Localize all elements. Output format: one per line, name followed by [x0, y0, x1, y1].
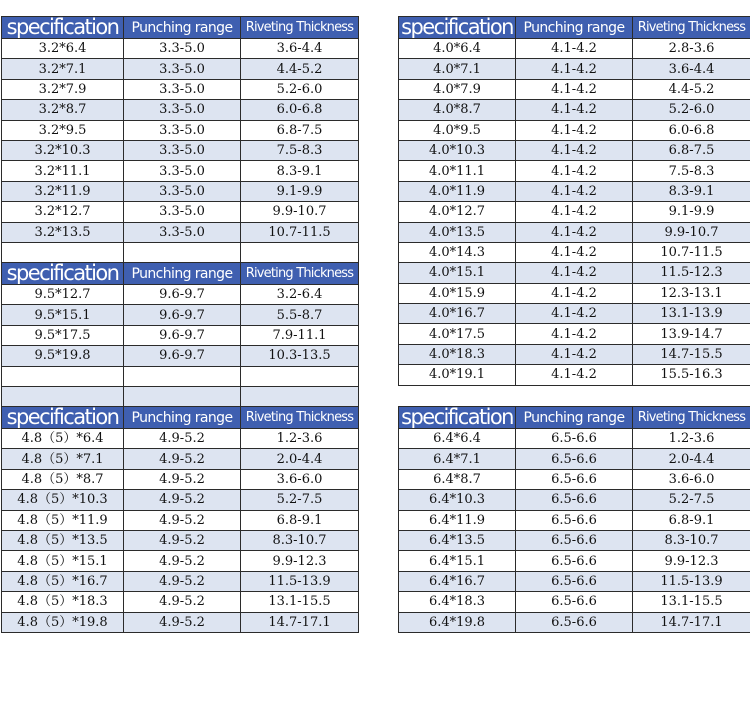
spec-table-4-8: [1, 406, 359, 633]
cell-punching-range: 3.3-5.0: [124, 161, 241, 181]
header-riveting-thickness: Riveting Thickness: [633, 17, 750, 39]
cell-riveting-thickness: 13.1-13.9: [633, 304, 750, 324]
cell-specification: 4.0*6.4: [399, 39, 516, 59]
table-row: [2, 120, 359, 140]
cell-riveting-thickness: 9.9-10.7: [241, 202, 359, 222]
cell-riveting-thickness: 5.2-7.5: [241, 490, 359, 510]
cell-specification: 4.0*17.5: [399, 324, 516, 344]
cell-specification: 9.5*12.7: [2, 285, 124, 305]
table-row: [399, 242, 750, 262]
cell-punching-range: 6.5-6.6: [516, 592, 633, 612]
cell-riveting-thickness: 10.7-11.5: [633, 242, 750, 262]
header-specification: specification: [399, 17, 516, 39]
empty-row: [2, 242, 359, 262]
cell-punching-range: 3.3-5.0: [124, 59, 241, 79]
cell-specification: 4.8（5）*11.9: [2, 510, 124, 530]
cell-punching-range: 4.1-4.2: [516, 242, 633, 262]
cell-specification: 4.8（5）*13.5: [2, 530, 124, 550]
empty-row: [2, 366, 359, 386]
cell-riveting-thickness: 10.7-11.5: [241, 222, 359, 242]
table-row: [399, 449, 750, 469]
table-row: [2, 551, 359, 571]
spec-table-3-2: [1, 16, 359, 263]
cell-riveting-thickness: 11.5-13.9: [241, 571, 359, 591]
cell-specification: 4.8（5）*19.8: [2, 612, 124, 632]
cell-riveting-thickness: 4.4-5.2: [633, 79, 750, 99]
table-row: [2, 530, 359, 550]
cell-riveting-thickness: 5.5-8.7: [241, 305, 359, 325]
spec-table-4-0: [398, 16, 750, 386]
header-specification: specification: [2, 17, 124, 39]
cell-riveting-thickness: 1.2-3.6: [241, 429, 359, 449]
cell-punching-range: 6.5-6.6: [516, 490, 633, 510]
cell-riveting-thickness: 6.8-7.5: [633, 140, 750, 160]
cell-specification: 3.2*11.9: [2, 181, 124, 201]
table-row: [2, 346, 359, 366]
cell-punching-range: 4.9-5.2: [124, 530, 241, 550]
cell-riveting-thickness: 5.2-6.0: [633, 100, 750, 120]
cell-punching-range: 4.9-5.2: [124, 469, 241, 489]
table-row: [2, 510, 359, 530]
cell-specification: 3.2*9.5: [2, 120, 124, 140]
cell-riveting-thickness: 5.2-7.5: [633, 490, 750, 510]
cell-riveting-thickness: 9.9-10.7: [633, 222, 750, 242]
table-row: [399, 530, 750, 550]
table-row: [2, 490, 359, 510]
table-row: [2, 285, 359, 305]
cell-punching-range: 9.6-9.7: [124, 305, 241, 325]
cell-riveting-thickness: 3.6-4.4: [633, 59, 750, 79]
table-row: [399, 263, 750, 283]
cell-punching-range: 3.3-5.0: [124, 202, 241, 222]
table-row: [399, 79, 750, 99]
table-row: [399, 571, 750, 591]
cell-riveting-thickness: 11.5-12.3: [633, 263, 750, 283]
cell-riveting-thickness: 12.3-13.1: [633, 283, 750, 303]
cell-riveting-thickness: 1.2-3.6: [633, 429, 750, 449]
table-row: [2, 592, 359, 612]
cell-punching-range: 4.9-5.2: [124, 490, 241, 510]
cell-punching-range: 6.5-6.6: [516, 571, 633, 591]
header-punching-range: Punching range: [516, 407, 633, 429]
table-row: [2, 140, 359, 160]
header-punching-range: Punching range: [516, 17, 633, 39]
table-row: [399, 39, 750, 59]
cell-specification: 6.4*15.1: [399, 551, 516, 571]
cell-specification: 4.8（5）*6.4: [2, 429, 124, 449]
cell-specification: 9.5*17.5: [2, 325, 124, 345]
header-riveting-thickness: Riveting Thickness: [633, 407, 750, 429]
cell-punching-range: 4.1-4.2: [516, 140, 633, 160]
cell-riveting-thickness: 10.3-13.5: [241, 346, 359, 366]
cell-punching-range: 4.1-4.2: [516, 304, 633, 324]
cell-riveting-thickness: 14.7-17.1: [241, 612, 359, 632]
cell-punching-range: 3.3-5.0: [124, 120, 241, 140]
header-specification: specification: [2, 263, 124, 285]
cell-riveting-thickness: 3.6-4.4: [241, 39, 359, 59]
cell-riveting-thickness: 7.5-8.3: [633, 161, 750, 181]
cell-riveting-thickness: 3.6-6.0: [633, 469, 750, 489]
cell-punching-range: 4.9-5.2: [124, 551, 241, 571]
header-riveting-thickness: Riveting Thickness: [241, 17, 359, 39]
cell-specification: 3.2*12.7: [2, 202, 124, 222]
table-row: [399, 612, 750, 632]
cell-specification: 4.0*11.1: [399, 161, 516, 181]
cell-riveting-thickness: 9.9-12.3: [633, 551, 750, 571]
cell-riveting-thickness: 2.0-4.4: [241, 449, 359, 469]
cell-punching-range: 6.5-6.6: [516, 530, 633, 550]
header-punching-range: Punching range: [124, 407, 241, 429]
cell-specification: 4.8（5）*7.1: [2, 449, 124, 469]
cell-riveting-thickness: 9.1-9.9: [633, 202, 750, 222]
cell-riveting-thickness: 9.1-9.9: [241, 181, 359, 201]
table-row: [2, 181, 359, 201]
cell-specification: 4.0*13.5: [399, 222, 516, 242]
cell-specification: 6.4*13.5: [399, 530, 516, 550]
table-row: [399, 283, 750, 303]
cell-specification: 4.0*10.3: [399, 140, 516, 160]
table-row: [399, 222, 750, 242]
cell-riveting-thickness: 5.2-6.0: [241, 79, 359, 99]
table-row: [399, 324, 750, 344]
cell-specification: 4.0*11.9: [399, 181, 516, 201]
cell-specification: 4.0*16.7: [399, 304, 516, 324]
cell-specification: 4.0*15.1: [399, 263, 516, 283]
cell-specification: 9.5*19.8: [2, 346, 124, 366]
cell-specification: 4.0*12.7: [399, 202, 516, 222]
cell-specification: 3.2*7.1: [2, 59, 124, 79]
table-row: [399, 510, 750, 530]
table-row: [2, 469, 359, 489]
cell-punching-range: 4.1-4.2: [516, 324, 633, 344]
table-header-row: [2, 263, 359, 285]
cell-riveting-thickness: 6.0-6.8: [241, 100, 359, 120]
table-row: [2, 222, 359, 242]
cell-riveting-thickness: 2.8-3.6: [633, 39, 750, 59]
cell-specification: 4.0*9.5: [399, 120, 516, 140]
cell-punching-range: 4.9-5.2: [124, 429, 241, 449]
table-row: [399, 592, 750, 612]
cell-riveting-thickness: 8.3-10.7: [633, 530, 750, 550]
cell-riveting-thickness: 11.5-13.9: [633, 571, 750, 591]
cell-punching-range: 4.9-5.2: [124, 612, 241, 632]
cell-punching-range: 6.5-6.6: [516, 551, 633, 571]
table-header-row: [399, 17, 750, 39]
cell-riveting-thickness: 15.5-16.3: [633, 365, 750, 385]
cell-riveting-thickness: 13.1-15.5: [241, 592, 359, 612]
cell-punching-range: 6.5-6.6: [516, 469, 633, 489]
cell-riveting-thickness: 3.2-6.4: [241, 285, 359, 305]
cell-punching-range: 9.6-9.7: [124, 285, 241, 305]
cell-riveting-thickness: 8.3-10.7: [241, 530, 359, 550]
cell-specification: 4.0*19.1: [399, 365, 516, 385]
cell-riveting-thickness: 8.3-9.1: [633, 181, 750, 201]
table-row: [2, 161, 359, 181]
cell-specification: 4.8（5）*10.3: [2, 490, 124, 510]
cell-punching-range: 3.3-5.0: [124, 39, 241, 59]
cell-punching-range: 4.9-5.2: [124, 510, 241, 530]
table-row: [399, 365, 750, 385]
cell-punching-range: 4.1-4.2: [516, 39, 633, 59]
cell-specification: 4.0*15.9: [399, 283, 516, 303]
cell-specification: 4.8（5）*8.7: [2, 469, 124, 489]
cell-specification: 9.5*15.1: [2, 305, 124, 325]
cell-riveting-thickness: 6.8-7.5: [241, 120, 359, 140]
cell-specification: 6.4*7.1: [399, 449, 516, 469]
table-row: [399, 469, 750, 489]
header-riveting-thickness: Riveting Thickness: [241, 407, 359, 429]
table-row: [2, 39, 359, 59]
cell-punching-range: 4.9-5.2: [124, 449, 241, 469]
cell-specification: 4.8（5）*15.1: [2, 551, 124, 571]
cell-specification: 6.4*10.3: [399, 490, 516, 510]
cell-punching-range: 4.1-4.2: [516, 79, 633, 99]
cell-punching-range: 3.3-5.0: [124, 181, 241, 201]
cell-punching-range: 4.1-4.2: [516, 344, 633, 364]
empty-row: [2, 386, 359, 406]
table-row: [2, 59, 359, 79]
cell-punching-range: 4.1-4.2: [516, 263, 633, 283]
cell-specification: 6.4*6.4: [399, 429, 516, 449]
table-row: [399, 140, 750, 160]
cell-riveting-thickness: 6.8-9.1: [241, 510, 359, 530]
cell-riveting-thickness: 8.3-9.1: [241, 161, 359, 181]
cell-specification: 4.0*8.7: [399, 100, 516, 120]
cell-specification: 6.4*16.7: [399, 571, 516, 591]
cell-punching-range: 9.6-9.7: [124, 325, 241, 345]
cell-riveting-thickness: 3.6-6.0: [241, 469, 359, 489]
cell-specification: 6.4*8.7: [399, 469, 516, 489]
cell-punching-range: 3.3-5.0: [124, 222, 241, 242]
cell-riveting-thickness: 7.5-8.3: [241, 140, 359, 160]
table-row: [399, 181, 750, 201]
cell-riveting-thickness: 14.7-17.1: [633, 612, 750, 632]
cell-riveting-thickness: 7.9-11.1: [241, 325, 359, 345]
cell-punching-range: 6.5-6.6: [516, 429, 633, 449]
cell-specification: 4.8（5）*18.3: [2, 592, 124, 612]
cell-specification: 3.2*11.1: [2, 161, 124, 181]
cell-punching-range: 4.1-4.2: [516, 365, 633, 385]
cell-specification: 6.4*18.3: [399, 592, 516, 612]
header-specification: specification: [2, 407, 124, 429]
table-row: [399, 490, 750, 510]
cell-punching-range: 4.1-4.2: [516, 59, 633, 79]
table-header-row: [2, 407, 359, 429]
spec-table-6-4: [398, 406, 750, 633]
table-row: [2, 571, 359, 591]
table-row: [2, 305, 359, 325]
cell-specification: 6.4*19.8: [399, 612, 516, 632]
table-row: [2, 612, 359, 632]
table-row: [399, 429, 750, 449]
cell-specification: 3.2*7.9: [2, 79, 124, 99]
table-row: [399, 202, 750, 222]
cell-specification: 4.0*7.9: [399, 79, 516, 99]
cell-punching-range: 4.1-4.2: [516, 161, 633, 181]
cell-punching-range: 4.9-5.2: [124, 571, 241, 591]
header-punching-range: Punching range: [124, 263, 241, 285]
table-row: [399, 551, 750, 571]
header-specification: specification: [399, 407, 516, 429]
cell-punching-range: 6.5-6.6: [516, 449, 633, 469]
cell-punching-range: 6.5-6.6: [516, 612, 633, 632]
cell-specification: 3.2*13.5: [2, 222, 124, 242]
cell-punching-range: 4.1-4.2: [516, 100, 633, 120]
table-row: [2, 100, 359, 120]
cell-punching-range: 6.5-6.6: [516, 510, 633, 530]
table-row: [399, 59, 750, 79]
cell-specification: 3.2*10.3: [2, 140, 124, 160]
table-row: [2, 429, 359, 449]
table-row: [399, 120, 750, 140]
cell-riveting-thickness: 6.0-6.8: [633, 120, 750, 140]
cell-riveting-thickness: 13.1-15.5: [633, 592, 750, 612]
table-row: [399, 304, 750, 324]
cell-riveting-thickness: 4.4-5.2: [241, 59, 359, 79]
table-row: [399, 100, 750, 120]
cell-punching-range: 4.1-4.2: [516, 283, 633, 303]
cell-riveting-thickness: 13.9-14.7: [633, 324, 750, 344]
cell-punching-range: 4.1-4.2: [516, 202, 633, 222]
cell-specification: 6.4*11.9: [399, 510, 516, 530]
cell-specification: 4.0*18.3: [399, 344, 516, 364]
cell-riveting-thickness: 9.9-12.3: [241, 551, 359, 571]
cell-punching-range: 3.3-5.0: [124, 140, 241, 160]
cell-riveting-thickness: 2.0-4.4: [633, 449, 750, 469]
table-row: [2, 202, 359, 222]
cell-punching-range: 9.6-9.7: [124, 346, 241, 366]
header-riveting-thickness: Riveting Thickness: [241, 263, 359, 285]
table-row: [399, 344, 750, 364]
cell-punching-range: 4.9-5.2: [124, 592, 241, 612]
spec-table-9-5: [1, 262, 359, 407]
cell-punching-range: 4.1-4.2: [516, 120, 633, 140]
cell-riveting-thickness: 6.8-9.1: [633, 510, 750, 530]
cell-specification: 3.2*6.4: [2, 39, 124, 59]
table-header-row: [399, 407, 750, 429]
cell-punching-range: 4.1-4.2: [516, 181, 633, 201]
cell-punching-range: 4.1-4.2: [516, 222, 633, 242]
cell-specification: 4.0*7.1: [399, 59, 516, 79]
cell-riveting-thickness: 14.7-15.5: [633, 344, 750, 364]
table-row: [399, 161, 750, 181]
cell-specification: 3.2*8.7: [2, 100, 124, 120]
table-row: [2, 79, 359, 99]
table-row: [2, 449, 359, 469]
cell-specification: 4.8（5）*16.7: [2, 571, 124, 591]
cell-punching-range: 3.3-5.0: [124, 100, 241, 120]
cell-punching-range: 3.3-5.0: [124, 79, 241, 99]
header-punching-range: Punching range: [124, 17, 241, 39]
cell-specification: 4.0*14.3: [399, 242, 516, 262]
table-row: [2, 325, 359, 345]
table-header-row: [2, 17, 359, 39]
